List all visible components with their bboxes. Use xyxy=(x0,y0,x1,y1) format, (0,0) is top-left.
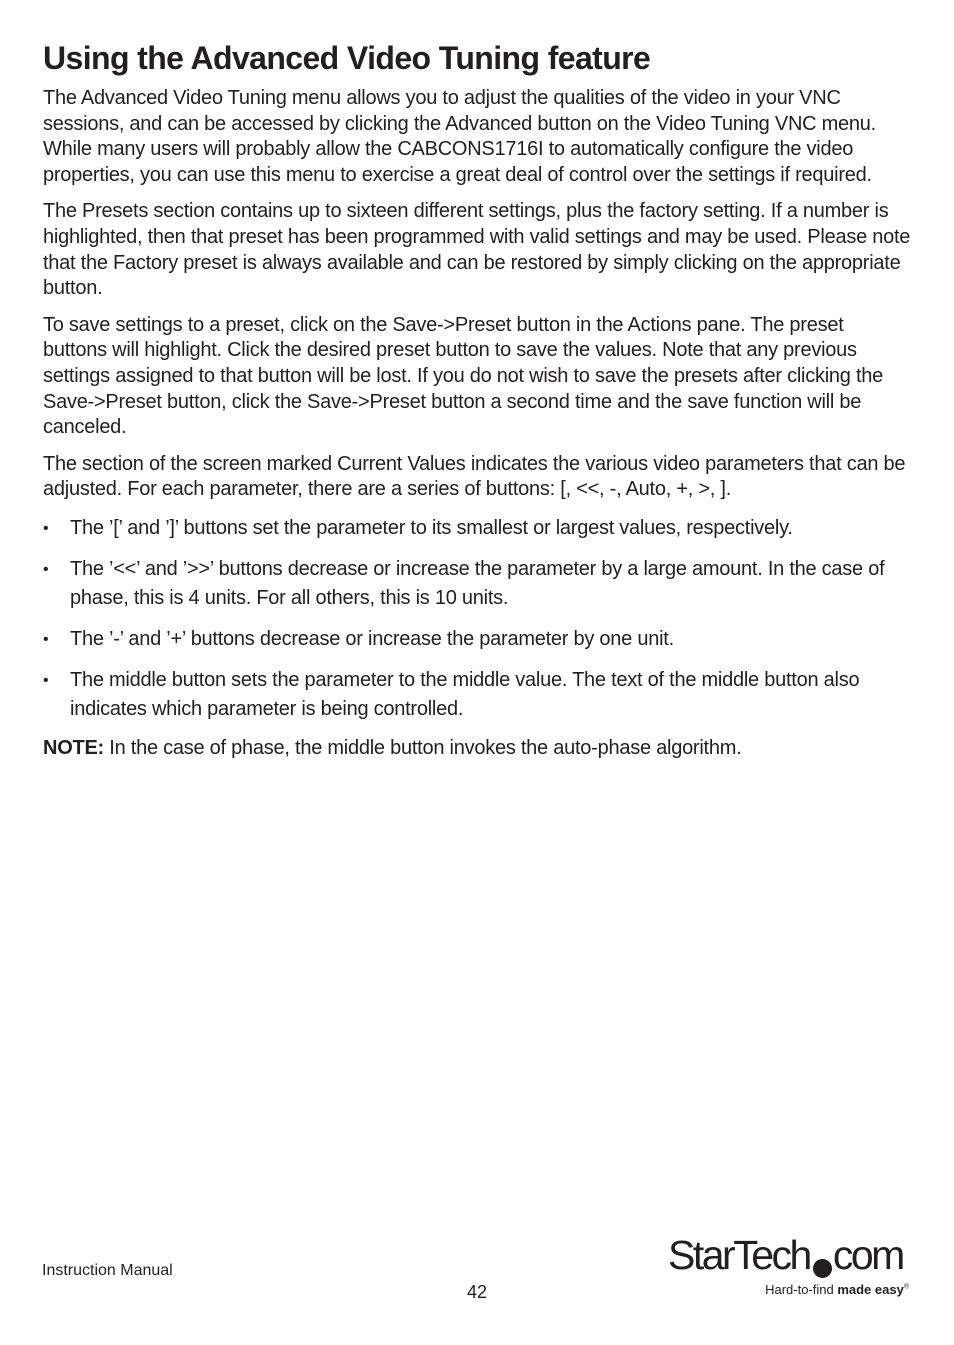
logo-name-part1: StarTech xyxy=(668,1232,810,1278)
current-values-paragraph: The section of the screen marked Current Values indicates the various video parameters that can be adjusted. For each parameter, there are a series of buttons: [, <<, -, Auto, +, >, ]. xyxy=(43,452,906,501)
bullet-marker: • xyxy=(43,560,49,578)
save-preset-paragraph: To save settings to a preset, click on the Save->Preset button in the Actions pane. The preset buttons will highlight. Click the desired preset button to save the values. Note that any previous settings assigned to that button will be lost. If you do not wish to save the presets after clicking the Save->Preset button, click the Save->Preset button a second time and the save function will be canceled. xyxy=(43,313,884,439)
presets-paragraph: The Presets section contains up to sixteen different settings, plus the factory setting. If a number is highlighted, then that preset has been programmed with valid settings and may be used. Please note that the Factory preset is always available and can be restored by simply clicking on the appropriate button. xyxy=(43,200,911,300)
bullet-marker: • xyxy=(43,630,49,648)
list-item xyxy=(43,514,911,543)
logo-wordmark xyxy=(668,1232,903,1278)
list-item xyxy=(43,625,911,654)
note-paragraph xyxy=(43,736,911,762)
logo-dot-icon xyxy=(813,1259,832,1278)
list-item-text: The ’[’ and ’]’ buttons set the parameter to its smallest or largest values, respectively. xyxy=(70,516,793,539)
bullet-marker: • xyxy=(43,519,49,537)
tagline-bold: made easy xyxy=(837,1282,904,1297)
footer-manual-label: Instruction Manual xyxy=(42,1262,173,1279)
tagline-regular: Hard-to-find xyxy=(765,1282,838,1297)
note-text: In the case of phase, the middle button invokes the auto-phase algorithm. xyxy=(103,736,742,759)
list-item xyxy=(43,555,911,613)
list-item-text: The ’-’ and ’+’ buttons decrease or increase the parameter by one unit. xyxy=(70,627,674,650)
registered-mark: ® xyxy=(903,1283,909,1291)
logo-tagline xyxy=(765,1282,909,1297)
list-item xyxy=(43,666,911,724)
note-label: NOTE: xyxy=(43,736,104,759)
page-number: 42 xyxy=(466,1282,488,1302)
page-content xyxy=(43,38,911,773)
bullet-marker: • xyxy=(43,671,49,689)
startech-logo xyxy=(668,1232,913,1302)
list-item-text: The middle button sets the parameter to the middle value. The text of the middle button also indicates which parameter is being controlled. xyxy=(70,668,860,720)
button-description-list xyxy=(43,514,911,724)
logo-name-part2: com xyxy=(832,1232,903,1278)
intro-paragraph: The Advanced Video Tuning menu allows you to adjust the qualities of the video in your VNC sessions, and can be accessed by clicking the Advanced button on the Video Tuning VNC menu. While many users will probably allow the CABCONS1716I to automatically configure the video properties, you can use this menu to exercise a great deal of control over the settings if required. xyxy=(43,87,876,186)
page-title: Using the Advanced Video Tuning feature xyxy=(43,40,651,76)
list-item-text: The ’<<’ and ’>>’ buttons decrease or increase the parameter by a large amount. In the case of phase, this is 4 units. For all others, this is 10 units. xyxy=(70,557,885,609)
